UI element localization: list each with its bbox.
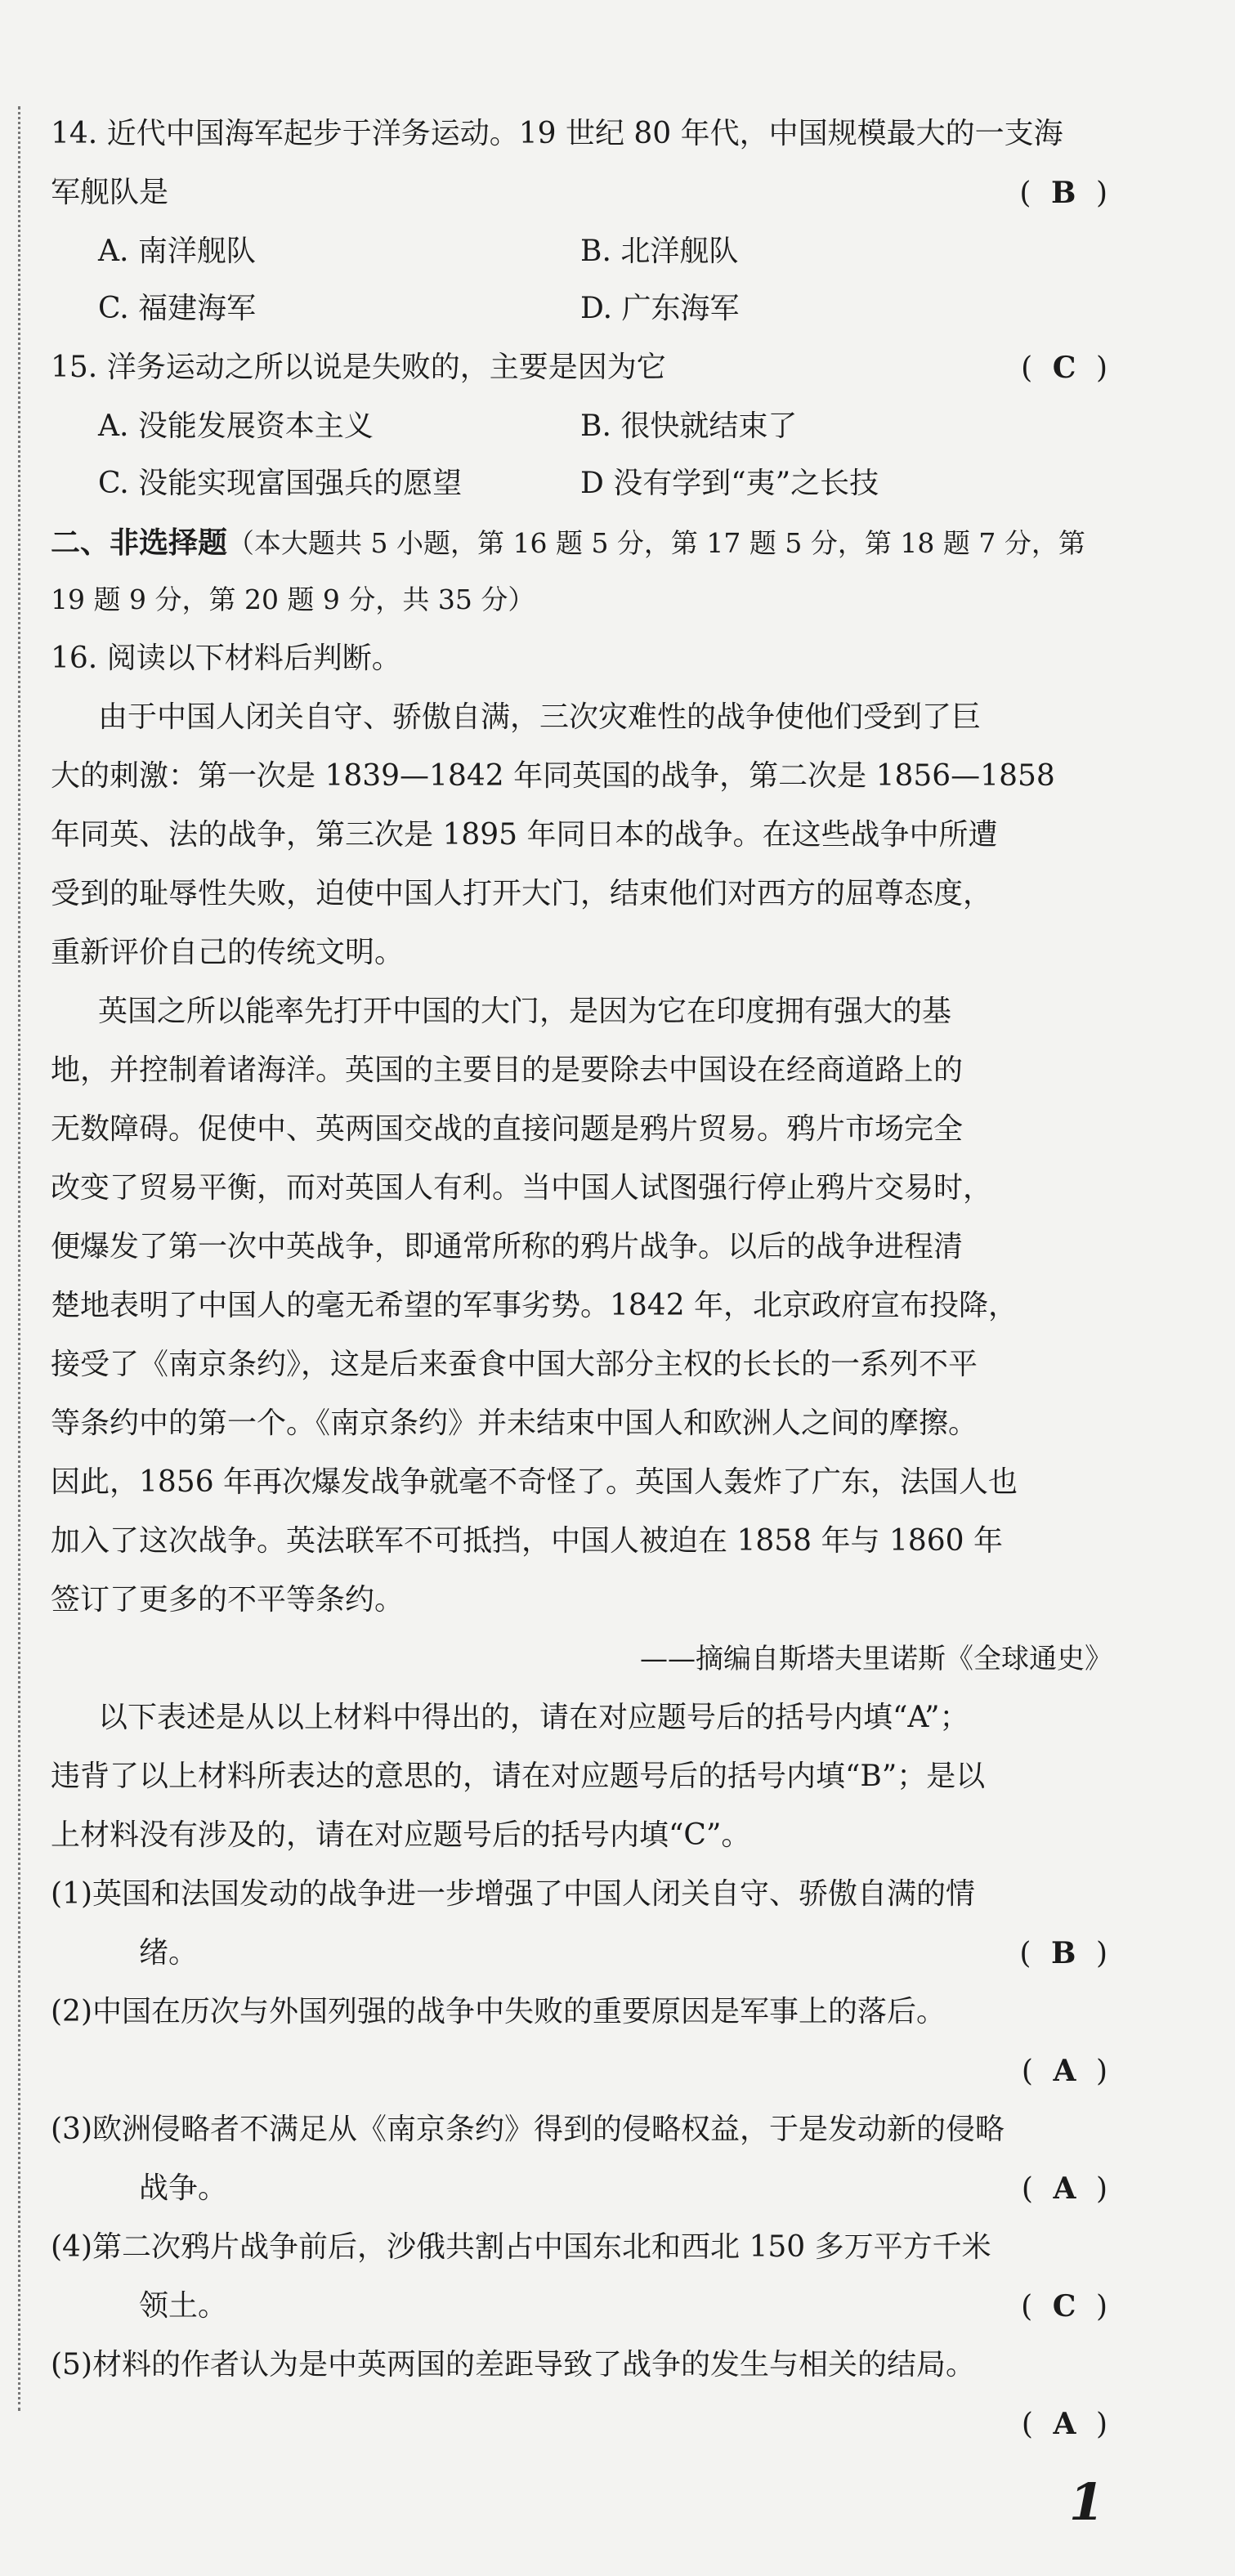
q15-answer: ( C )	[1021, 351, 1112, 385]
q16-item-2-line1: (2)中国在历次与外国列强的战争中失败的重要原因是军事上的落后。	[51, 1995, 946, 2028]
q16-item-1-line1: (1)英国和法国发动的战争进一步增强了中国人闭关自守、骄傲自满的情	[51, 1877, 975, 1911]
page-number: 1	[1068, 2472, 1104, 2532]
passage-line: 因此，1856 年再次爆发战争就毫不奇怪了。英国人轰炸了广东，法国人也	[51, 1465, 1018, 1499]
section2-header	[51, 525, 1112, 561]
q16-item-4-answer: ( C )	[1021, 2289, 1112, 2323]
q14-stem-line2: 军舰队是	[51, 176, 169, 209]
passage-line: 接受了《南京条约》，这是后来蚕食中国大部分主权的长长的一系列不平	[51, 1348, 978, 1381]
passage-line: 地，并控制着诸海洋。英国的主要目的是要除去中国设在经商道路上的	[51, 1053, 964, 1087]
passage-line: 重新评价自己的传统文明。	[51, 936, 405, 969]
q16-item-2-answer: ( A )	[1021, 2054, 1112, 2088]
q15-option-c: C. 没能实现富国强兵的愿望	[98, 467, 463, 500]
passage-line: 加入了这次战争。英法联军不可抵挡，中国人被迫在 1858 年与 1860 年	[51, 1524, 1004, 1558]
instruction-line: 违背了以上材料所表达的意思的，请在对应题号后的括号内填“B”；是以	[51, 1760, 986, 1793]
instruction-line: 上材料没有涉及的，请在对应题号后的括号内填“C”。	[51, 1818, 751, 1852]
q15-stem: 15. 洋务运动之所以说是失败的，主要是因为它	[51, 351, 666, 384]
q16-item-4-line2: 领土。	[139, 2289, 228, 2323]
q16-stem: 16. 阅读以下材料后判断。	[51, 642, 401, 675]
passage-line: 大的刺激：第一次是 1839—1842 年同英国的战争，第二次是 1856—1858	[51, 759, 1055, 793]
passage-line: 受到的耻辱性失败，迫使中国人打开大门，结束他们对西方的屈尊态度，	[51, 877, 993, 910]
q14-option-d: D. 广东海军	[580, 292, 740, 325]
passage-line: 由于中国人闭关自守、骄傲自满，三次灾难性的战争使他们受到了巨	[98, 700, 982, 734]
passage-line: 改变了贸易平衡，而对英国人有利。当中国人试图强行停止鸦片交易时，	[51, 1171, 993, 1205]
section2-note-line1: （本大题共 5 小题，第 16 题 5 分，第 17 题 5 分，第 18 题 7 分，第	[227, 527, 1085, 559]
q16-item-2-answer-letter: A	[1053, 2054, 1081, 2088]
passage-line: 无数障碍。促使中、英两国交战的直接问题是鸦片贸易。鸦片市场完全	[51, 1112, 964, 1146]
q15-option-b: B. 很快就结束了	[580, 409, 798, 443]
q14-answer: ( B )	[1019, 176, 1112, 210]
q16-item-3-line1: (3)欧洲侵略者不满足从《南京条约》得到的侵略权益，于是发动新的侵略	[51, 2113, 1005, 2146]
q16-item-3-answer-letter: A	[1053, 2171, 1081, 2206]
page-margin-dotted-line	[18, 106, 20, 2411]
passage-line: 等条约中的第一个。《南京条约》并未结束中国人和欧洲人之间的摩擦。	[51, 1407, 978, 1440]
q14-stem-line1: 14. 近代中国海军起步于洋务运动。19 世纪 80 年代，中国规模最大的一支海	[51, 117, 1063, 150]
q16-item-4-answer-letter: C	[1052, 2289, 1081, 2323]
q16-item-1-answer: ( B )	[1019, 1936, 1112, 1970]
q16-item-3-line2: 战争。	[139, 2171, 228, 2205]
q16-item-5-answer-letter: A	[1053, 2407, 1081, 2441]
q16-item-4-line1: (4)第二次鸦片战争前后，沙俄共割占中国东北和西北 150 多万平方千米	[51, 2230, 991, 2264]
q16-item-5-line1: (5)材料的作者认为是中英两国的差距导致了战争的发生与相关的结局。	[51, 2348, 975, 2381]
passage-line: 签订了更多的不平等条约。	[51, 1583, 405, 1617]
q14-option-a: A. 南洋舰队	[98, 235, 256, 268]
q16-item-5-answer: ( A )	[1021, 2407, 1112, 2441]
passage-line: 英国之所以能率先打开中国的大门，是因为它在印度拥有强大的基	[98, 995, 952, 1028]
q15-answer-letter: C	[1052, 351, 1081, 385]
q14-option-b: B. 北洋舰队	[580, 235, 739, 268]
passage-line: 便爆发了第一次中英战争，即通常所称的鸦片战争。以后的战争进程清	[51, 1230, 964, 1263]
instruction-line: 以下表述是从以上材料中得出的，请在对应题号后的括号内填“A”；	[98, 1701, 969, 1734]
passage-source: ——摘编自斯塔夫里诺斯《全球通史》	[640, 1643, 1112, 1675]
section2-note-line2: 19 题 9 分，第 20 题 9 分，共 35 分）	[51, 584, 535, 615]
q14-answer-letter: B	[1050, 176, 1081, 210]
q15-option-d: D 没有学到“夷”之长技	[580, 467, 879, 500]
section2-title: 二、非选择题	[51, 525, 228, 560]
q15-option-a: A. 没能发展资本主义	[98, 409, 374, 443]
q16-item-1-line2: 绪。	[139, 1936, 199, 1970]
q16-item-3-answer: ( A )	[1021, 2171, 1112, 2206]
passage-line: 楚地表明了中国人的毫无希望的军事劣势。1842 年，北京政府宣布投降，	[51, 1289, 1018, 1322]
passage-line: 年同英、法的战争，第三次是 1895 年同日本的战争。在这些战争中所遭	[51, 818, 998, 852]
q16-item-1-answer-letter: B	[1050, 1936, 1081, 1970]
q14-option-c: C. 福建海军	[98, 292, 257, 325]
